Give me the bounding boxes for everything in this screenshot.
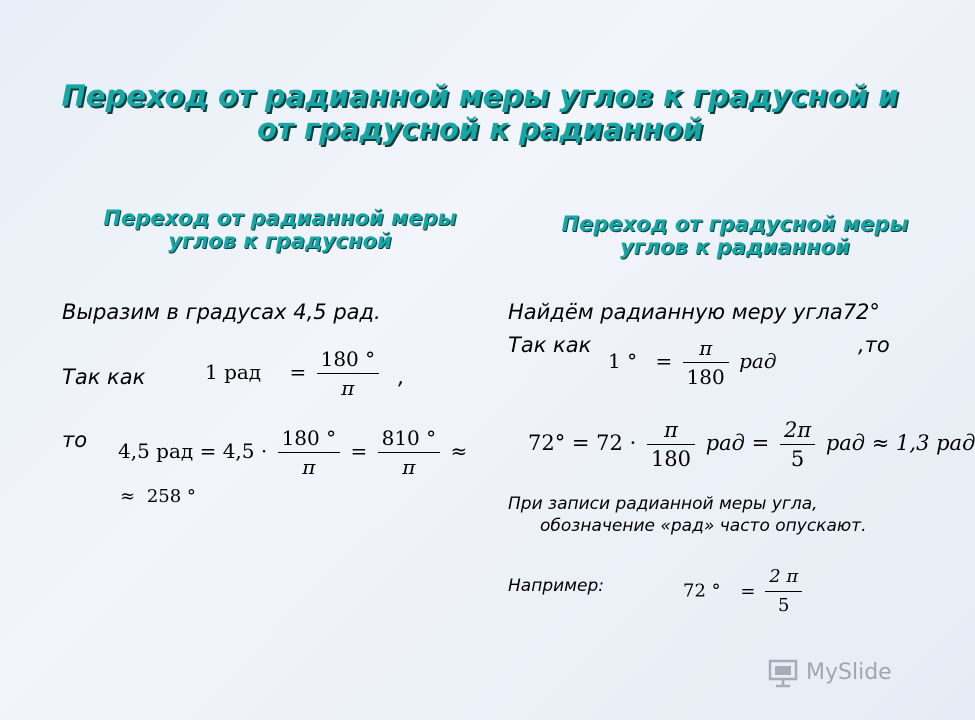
left-heading: Переход от радианной меры углов к градусной xyxy=(103,206,457,253)
projector-screen-icon xyxy=(768,658,800,692)
right-then-label: ,то xyxy=(858,333,890,357)
right-since-label: Так как xyxy=(508,333,592,357)
right-example-label: Например: xyxy=(508,576,604,596)
logo-text: MySlide xyxy=(806,660,892,685)
right-formula-deg-to-rad: 1 ° = $\frac{\pi}{180}$ рад xyxy=(608,336,777,389)
left-comma: , xyxy=(398,365,405,389)
right-line-find: Найдём радианную меру угла72° xyxy=(508,300,880,324)
left-formula-rad-to-deg: 1 рад = $\frac{180 ^\circ}{\pi}$ xyxy=(205,345,383,402)
left-line-express: Выразим в градусах 4,5 рад. xyxy=(62,300,381,324)
myslide-logo xyxy=(768,658,928,690)
left-formula-result: ≈ 258 ° xyxy=(120,486,196,507)
left-since-label: Так как xyxy=(62,365,146,389)
right-formula-conversion: 72° = 72 · $\frac{\pi}{180}$ рад = $\frac{2\pi}{5}$ рад ≈ 1,3 рад xyxy=(528,418,975,471)
right-note: При записи радианной меры угла, обозначение «рад» часто опускают. xyxy=(508,494,867,536)
left-then-label: то xyxy=(62,428,88,452)
left-formula-conversion: 4,5 рад = 4,5 · $\frac{180 ^\circ}{\pi}$ = $\frac{810 ^\circ}{\pi}$ ≈ xyxy=(118,426,468,479)
right-formula-example: 72 ° = $\frac{2 \pi}{5}$ xyxy=(683,563,806,620)
page-title: Переход от радианной меры углов к градусной и от градусной к радианной xyxy=(61,79,899,146)
right-heading: Переход от градусной меры углов к радианной xyxy=(561,212,909,259)
